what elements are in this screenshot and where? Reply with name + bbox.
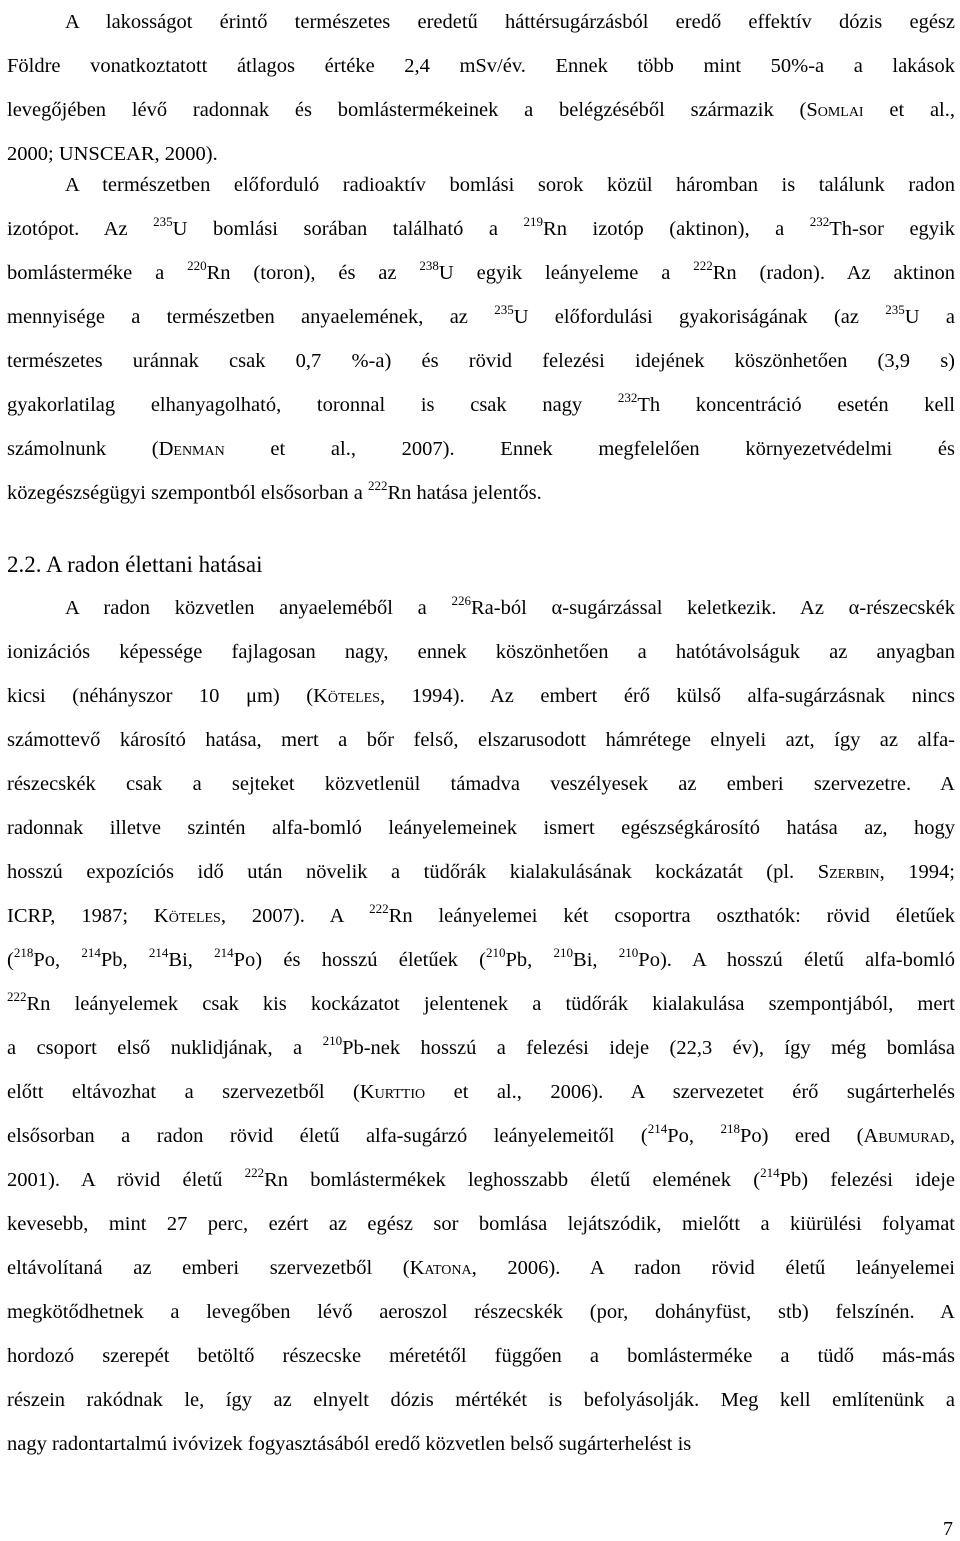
paragraph-background-radiation <box>7 0 955 176</box>
text-line: A lakosságot érintő természetes eredetű háttérsugárzásból eredő effektív dózis egész <box>65 11 955 33</box>
text-line: kicsi (néhányszor 10 μm) (Köteles, 1994). Az embert érő külső alfa-sugárzásnak nincs <box>7 685 955 707</box>
text-line: ($^{218}$Po, $^{214}$Pb, $^{214}$Bi, $^{214}$Po) és hosszú életűek ($^{210}$Pb, $^{210}$Bi, $^{210}$Po). A hosszú életű alfa-bomló <box>7 945 956 971</box>
text-line: A radon közvetlen anyaeleméből a $^{226}$Ra-ból α-sugárzással keletkezik. Az α-részecskék <box>65 593 956 619</box>
text-line: radonnak illetve szintén alfa-bomló leányelemeinek ismert egészségkárosító hatása az, hogy <box>7 817 955 839</box>
text-line: elsősorban a radon rövid életű alfa-sugárzó leányelemeitől ($^{214}$Po, $^{218}$Po) ered (Abumurad, <box>7 1121 956 1147</box>
text-line: mennyisége a természetben anyaelemének, az $^{235}$U előfordulási gyakoriságának (az $^{235}$U a <box>7 302 955 328</box>
text-line: számottevő károsító hatása, mert a bőr felső, elszarusodott hámrétege elnyeli azt, így az alfa- <box>7 729 955 751</box>
text-line: 2001). A rövid életű $^{222}$Rn bomlástermékek leghosszabb életű elemének ($^{214}$Pb) felezési ideje <box>7 1165 955 1191</box>
text-line: A természetben előforduló radioaktív bomlási sorok közül háromban is találunk radon <box>65 174 955 196</box>
text-line: részein rakódnak le, így az elnyelt dózis mértékét is befolyásolják. Meg kell említenünk a <box>7 1389 955 1411</box>
text-line: gyakorlatilag elhanyagolható, toronnal is csak nagy $^{232}$Th koncentráció esetén kell <box>7 390 955 416</box>
text-line: 2000; UNSCEAR, 2000). <box>7 143 218 165</box>
text-line: eltávolítaná az emberi szervezetből (Katona, 2006). A radon rövid életű leányelemei <box>7 1257 955 1279</box>
text-line: $^{222}$Rn leányelemek csak kis kockázatot jelentenek a tüdőrák kialakulása szempontjából, mert <box>7 989 955 1015</box>
text-line: bomlásterméke a $^{220}$Rn (toron), és az $^{238}$U egyik leányeleme a $^{222}$Rn (radon). Az aktinon <box>7 258 956 284</box>
text-line: levegőjében lévő radonnak és bomlástermékeinek a belégzéséből származik (Somlai et al., <box>7 99 956 121</box>
text-line: természetes uránnak csak 0,7 %-a) és rövid felezési idejének köszönhetően (3,9 s) <box>7 350 955 372</box>
text-line: Földre vonatkoztatott átlagos értéke 2,4 mSv/év. Ennek több mint 50%-a a lakások <box>7 55 955 77</box>
text-line: kevesebb, mint 27 perc, ezért az egész sor bomlása lejátszódik, mielőtt a kiürülési folyamat <box>7 1213 955 1235</box>
text-line: számolnunk (Denman et al., 2007). Ennek megfelelően környezetvédelmi és <box>7 438 955 460</box>
text-line: közegészségügyi szempontból elsősorban a $^{222}$Rn hatása jelentős. <box>7 478 542 504</box>
paragraph-radon-isotopes <box>7 163 955 515</box>
section-heading: 2.2. A radon élettani hatásai <box>7 552 263 577</box>
page-number: 7 <box>943 1518 953 1540</box>
text-line: izotópot. Az $^{235}$U bomlási sorában található a $^{219}$Rn izotóp (aktinon), a $^{232}$Th-sor egyik <box>7 214 955 240</box>
text-line: részecskék csak a sejteket közvetlenül támadva veszélyesek az emberi szervezetre. A <box>7 773 955 795</box>
text-line: előtt eltávozhat a szervezetből (Kurttio et al., 2006). A szervezetet érő sugárterhelés <box>7 1081 955 1103</box>
paragraph-radon-health-effects <box>7 586 955 1466</box>
text-line: hosszú expozíciós idő után növelik a tüdőrák kialakulásának kockázatát (pl. Szerbin, 1994; <box>7 861 955 883</box>
text-line: a csoport első nuklidjának, a $^{210}$Pb-nek hosszú a felezési ideje (22,3 év), így még bomlása <box>7 1033 956 1059</box>
text-line: ionizációs képessége fajlagosan nagy, ennek köszönhetően a hatótávolságuk az anyagban <box>7 641 955 663</box>
text-line: ICRP, 1987; Köteles, 2007). A $^{222}$Rn leányelemei két csoportra oszthatók: rövid életűek <box>7 901 956 927</box>
text-line: megkötődhetnek a levegőben lévő aeroszol részecskék (por, dohányfüst, stb) felszínén. A <box>7 1301 955 1323</box>
text-line: nagy radontartalmú ivóvizek fogyasztásából eredő közvetlen belső sugárterhelést is <box>7 1433 692 1455</box>
text-line: hordozó szerepét betöltő részecske méretétől függően a bomlásterméke a tüdő más-más <box>7 1345 955 1367</box>
